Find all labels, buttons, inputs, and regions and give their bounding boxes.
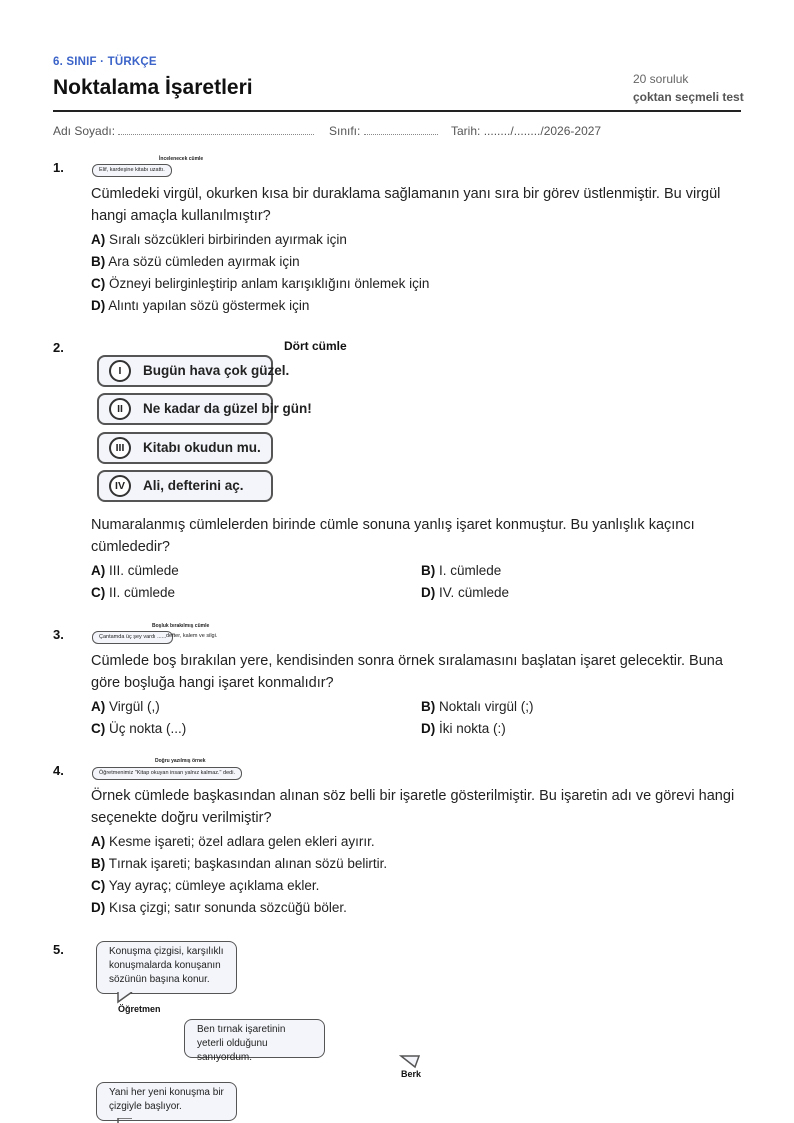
- option-text: Özneyi belirginleştirip anlam karışıklığını önlemek için: [109, 276, 430, 291]
- question-text: Örnek cümlede başkasından alınan söz belli bir işaretle gösterilmiştir. Bu işaretin adı ve görevi hangi seçenekte doğru verilmiştir?: [91, 788, 735, 826]
- option-text: Kesme işareti; özel adlara gelen ekleri ayırır.: [109, 834, 375, 849]
- roman-numeral: II: [109, 398, 131, 420]
- option-text: IV. cümlede: [439, 585, 510, 600]
- option-letter: B): [91, 856, 106, 871]
- question-text: Cümledeki virgül, okurken kısa bir duraklama sağlamanın yanı sıra bir görev üstlenmiştir. Bu virgül hangi amaçla kullanılmıştır?: [91, 186, 721, 224]
- option-b[interactable]: [421, 560, 501, 582]
- option-text: Noktalı virgül (;): [439, 699, 534, 714]
- subject-label: 6. SINIF · TÜRKÇE: [53, 56, 157, 68]
- statement-text: Ali, defterini aç.: [143, 478, 244, 493]
- option-text: Tırnak işareti; başkasından alınan sözü belirtir.: [108, 856, 388, 871]
- option-text: Virgül (,): [109, 699, 160, 714]
- class-blank[interactable]: [364, 134, 438, 135]
- option-letter: B): [91, 254, 106, 269]
- option-letter: A): [91, 232, 106, 247]
- option-letter: B): [421, 563, 436, 578]
- date-label: Tarih:: [451, 124, 481, 138]
- option-a[interactable]: [91, 696, 160, 718]
- speech-bubble: Ben tırnak işaretinin yeterli olduğunu sanıyordum.: [184, 1019, 325, 1058]
- option-text: Ara sözü cümleden ayırmak için: [108, 254, 300, 269]
- sample-caption: Doğru yazılmış örnek: [155, 758, 206, 764]
- page-title: Noktalama İşaretleri: [53, 76, 253, 99]
- option-text: Üç nokta (...): [109, 721, 187, 736]
- option-text: Kısa çizgi; satır sonunda sözcüğü böler.: [109, 900, 347, 915]
- option-d[interactable]: [91, 897, 347, 919]
- option-text: Sıralı sözcükleri birbirinden ayırmak için: [109, 232, 347, 247]
- option-letter: D): [421, 585, 436, 600]
- question-text: Cümlede boş bırakılan yere, kendisinden sonra örnek sıralamasını başlatan işaret gelecektir. Buna göre boşluğa hangi işaret konmalıdır?: [91, 653, 723, 691]
- statements-caption: Dört cümle: [284, 339, 347, 353]
- speech-tail-icon: [399, 1055, 421, 1069]
- option-a[interactable]: [91, 229, 347, 251]
- sample-caption: İncelenecek cümle: [159, 156, 204, 162]
- option-letter: C): [91, 721, 106, 736]
- option-letter: A): [91, 563, 106, 578]
- option-letter: D): [91, 900, 106, 915]
- question-number: 5.: [53, 942, 64, 957]
- option-d[interactable]: [421, 582, 509, 604]
- option-b[interactable]: [91, 251, 300, 273]
- question-number: 4.: [53, 763, 64, 778]
- speaker-name: Öğretmen: [118, 1004, 161, 1014]
- option-text: I. cümlede: [439, 563, 502, 578]
- sample-sentence: Elif, kardeşine kitabı uzattı.: [92, 164, 172, 177]
- option-text: III. cümlede: [109, 563, 179, 578]
- test-type: çoktan seçmeli test: [633, 90, 744, 104]
- option-letter: C): [91, 276, 106, 291]
- option-d[interactable]: [91, 295, 309, 317]
- option-b[interactable]: [91, 853, 387, 875]
- speech-tail-icon: [116, 1118, 136, 1123]
- class-label: Sınıfı:: [329, 124, 361, 138]
- option-d[interactable]: [421, 718, 506, 740]
- option-letter: C): [91, 878, 106, 893]
- question-text: Numaralanmış cümlelerden birinde cümle sonuna yanlış işaret konmuştur. Bu yanlışlık kaçıncı cümlededir?: [91, 517, 695, 555]
- statement-text: Ne kadar da güzel bir gün!: [143, 401, 312, 416]
- question-count: 20 soruluk: [633, 72, 689, 86]
- statement-text: Kitabı okudun mu.: [143, 440, 261, 455]
- statement-text: Bugün hava çok güzel.: [143, 363, 290, 378]
- name-blank[interactable]: [118, 134, 314, 135]
- option-c[interactable]: [91, 273, 429, 295]
- option-letter: A): [91, 834, 106, 849]
- option-c[interactable]: [91, 875, 319, 897]
- option-c[interactable]: [91, 582, 175, 604]
- option-c[interactable]: [91, 718, 186, 740]
- option-text: İki nokta (:): [439, 721, 506, 736]
- roman-numeral: IV: [109, 475, 131, 497]
- option-text: II. cümlede: [109, 585, 176, 600]
- option-a[interactable]: [91, 831, 375, 853]
- speech-tail-icon: [116, 992, 136, 1004]
- statement-box: [97, 432, 273, 464]
- option-b[interactable]: [421, 696, 534, 718]
- roman-numeral: I: [109, 360, 131, 382]
- sample-sentence: Öğretmenimiz "Kitap okuyan insan yalnız kalmaz." dedi.: [92, 767, 242, 780]
- option-letter: D): [421, 721, 436, 736]
- speech-bubble: Yani her yeni konuşma bir çizgiyle başlıyor.: [96, 1082, 237, 1121]
- date-value: ......../......../2026-2027: [483, 124, 602, 138]
- sample-sentence-rest: defter, kalem ve silgi.: [166, 633, 218, 639]
- header-divider: [53, 110, 741, 112]
- question-number: 1.: [53, 160, 64, 175]
- speech-bubble: Konuşma çizgisi, karşılıklı konuşmalarda konuşanın sözünün başına konur.: [96, 941, 237, 994]
- option-letter: A): [91, 699, 106, 714]
- class-field[interactable]: [329, 124, 438, 138]
- option-text: Alıntı yapılan sözü göstermek için: [108, 298, 310, 313]
- speaker-name: Berk: [401, 1069, 422, 1079]
- statement-box: [97, 470, 273, 502]
- option-letter: C): [91, 585, 106, 600]
- sample-sentence: Çantamda üç şey vardı ......: [92, 631, 173, 644]
- question-number: 3.: [53, 627, 64, 642]
- name-field[interactable]: [53, 124, 314, 138]
- date-field[interactable]: [451, 124, 601, 138]
- option-text: Yay ayraç; cümleye açıklama ekler.: [108, 878, 320, 893]
- name-label: Adı Soyadı:: [53, 124, 116, 138]
- option-letter: B): [421, 699, 436, 714]
- option-a[interactable]: [91, 560, 179, 582]
- statement-box: [97, 393, 312, 425]
- sample-caption: Boşluk bırakılmış cümle: [152, 623, 210, 629]
- option-letter: D): [91, 298, 106, 313]
- statement-box: [97, 355, 290, 387]
- roman-numeral: III: [109, 437, 131, 459]
- question-number: 2.: [53, 340, 64, 355]
